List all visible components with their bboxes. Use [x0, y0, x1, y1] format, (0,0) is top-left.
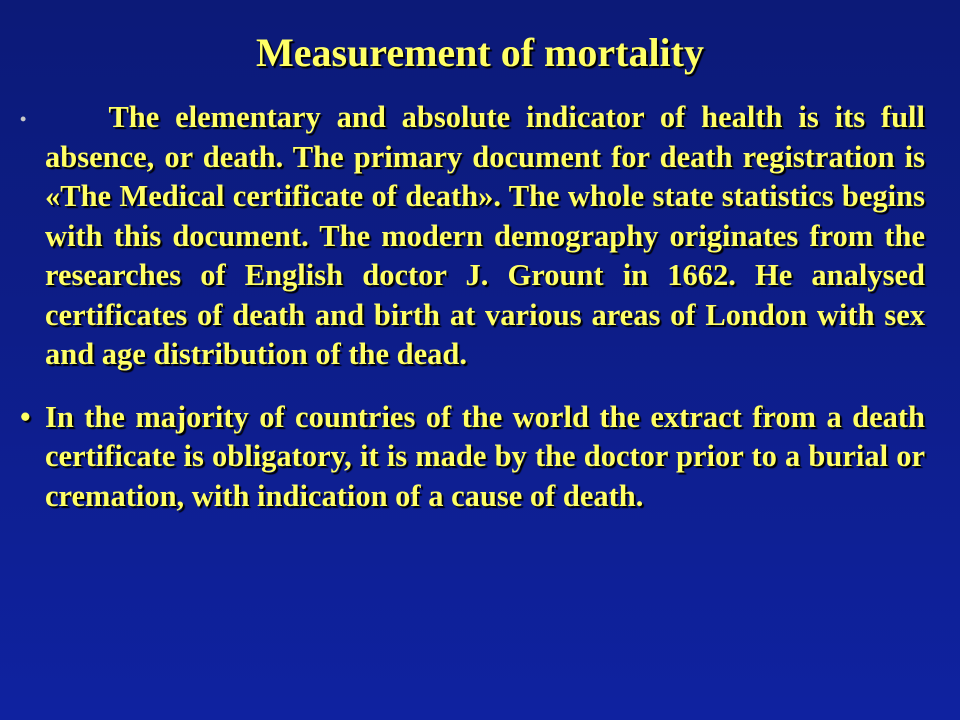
- bullet-item-2: [20, 398, 925, 517]
- bullet-text-1: The elementary and absolute indicator of health is its full absence, or death. The primary document for death registration is «The Medical certificate of death». The whole state statistics begins with this document. The modern demography originates from the researches of English doctor J. Grount in 1662. He analysed certificates of death and birth at various areas of London with sex and age distribution of the dead.: [45, 100, 933, 371]
- slide-title: Measurement of mortality: [255, 30, 704, 75]
- bullet-marker-1: •: [20, 109, 27, 129]
- bullet-list: [20, 98, 933, 516]
- bullet-marker-2: •: [20, 399, 31, 434]
- bullet-item-1: [20, 98, 933, 375]
- bullet-text-2: In the majority of countries of the world the extract from a death certificate is obligatory, it is made by the doctor prior to a burial or cremation, with indication of a cause of death.: [45, 399, 925, 513]
